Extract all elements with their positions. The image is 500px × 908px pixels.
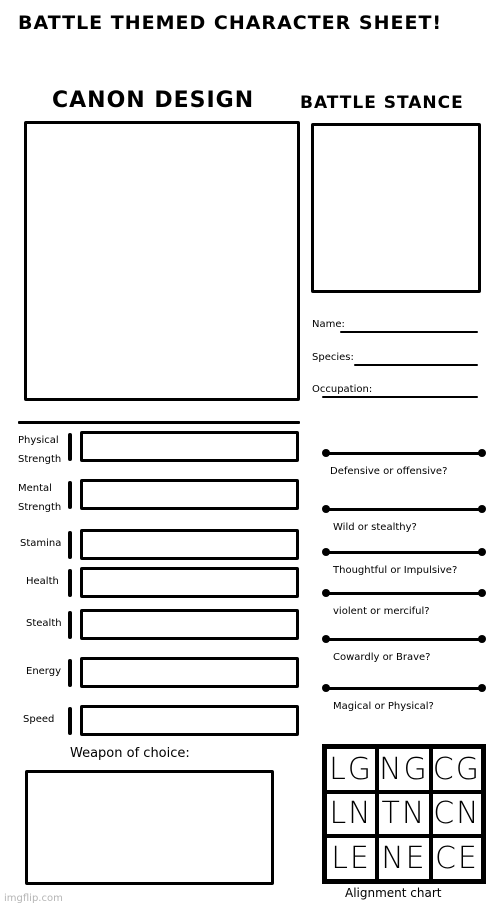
trait-slider-5[interactable] bbox=[326, 687, 482, 690]
stat-bar-1[interactable] bbox=[80, 479, 299, 510]
trait-label-4: Cowardly or Brave? bbox=[333, 652, 431, 663]
alignment-cell-ce[interactable]: CE bbox=[431, 836, 483, 881]
trait-slider-1[interactable] bbox=[326, 508, 482, 511]
name-label: Name: bbox=[312, 319, 345, 330]
trait-slider-right-end-4[interactable] bbox=[478, 635, 486, 643]
trait-slider-left-end-3[interactable] bbox=[322, 589, 330, 597]
stat-label-1: Mental Strength bbox=[18, 483, 62, 513]
trait-slider-left-end-2[interactable] bbox=[322, 548, 330, 556]
trait-slider-3[interactable] bbox=[326, 592, 482, 595]
trait-slider-4[interactable] bbox=[326, 638, 482, 641]
alignment-chart bbox=[322, 744, 486, 884]
alignment-cell-ln[interactable]: LN bbox=[325, 792, 377, 837]
stat-label-4: Stealth bbox=[26, 618, 62, 629]
stat-tick-2 bbox=[68, 531, 72, 559]
alignment-cell-tn[interactable]: TN bbox=[377, 792, 431, 837]
stat-label-3: Health bbox=[26, 576, 59, 587]
trait-label-2: Thoughtful or Impulsive? bbox=[333, 565, 458, 576]
alignment-cell-ne[interactable]: NE bbox=[377, 836, 431, 881]
trait-slider-right-end-5[interactable] bbox=[478, 684, 486, 692]
stat-bar-0[interactable] bbox=[80, 431, 299, 462]
trait-slider-right-end-2[interactable] bbox=[478, 548, 486, 556]
trait-label-3: violent or merciful? bbox=[333, 606, 430, 617]
alignment-caption: Alignment chart bbox=[345, 886, 442, 900]
trait-label-0: Defensive or offensive? bbox=[330, 466, 448, 477]
trait-slider-left-end-1[interactable] bbox=[322, 505, 330, 513]
stat-label-0: Physical Strength bbox=[18, 435, 62, 465]
occupation-field-line[interactable] bbox=[322, 396, 478, 398]
alignment-cell-lg[interactable]: LG bbox=[325, 747, 377, 792]
canon-design-heading: CANON DESIGN bbox=[52, 88, 255, 113]
stat-tick-4 bbox=[68, 611, 72, 639]
trait-slider-right-end-1[interactable] bbox=[478, 505, 486, 513]
species-field-line[interactable] bbox=[354, 364, 478, 366]
species-label: Species: bbox=[312, 352, 354, 363]
battle-stance-heading: BATTLE STANCE bbox=[300, 93, 464, 113]
stat-tick-6 bbox=[68, 707, 72, 735]
stat-tick-5 bbox=[68, 659, 72, 687]
stat-tick-3 bbox=[68, 569, 72, 597]
trait-slider-right-end-0[interactable] bbox=[478, 449, 486, 457]
stat-label-6: Speed bbox=[23, 714, 55, 725]
trait-slider-left-end-5[interactable] bbox=[322, 684, 330, 692]
name-field-line[interactable] bbox=[340, 331, 478, 333]
alignment-cell-ng[interactable]: NG bbox=[377, 747, 431, 792]
occupation-label: Occupation: bbox=[312, 384, 373, 395]
battle-stance-box[interactable] bbox=[311, 123, 481, 293]
stat-bar-2[interactable] bbox=[80, 529, 299, 560]
trait-slider-right-end-3[interactable] bbox=[478, 589, 486, 597]
stat-bar-5[interactable] bbox=[80, 657, 299, 688]
trait-slider-2[interactable] bbox=[326, 551, 482, 554]
watermark: imgflip.com bbox=[4, 893, 63, 904]
trait-label-5: Magical or Physical? bbox=[333, 701, 434, 712]
section-divider bbox=[18, 421, 300, 424]
alignment-cell-cn[interactable]: CN bbox=[431, 792, 483, 837]
alignment-cell-cg[interactable]: CG bbox=[431, 747, 483, 792]
stat-bar-3[interactable] bbox=[80, 567, 299, 598]
trait-label-1: Wild or stealthy? bbox=[333, 522, 417, 533]
weapon-label: Weapon of choice: bbox=[70, 746, 190, 761]
stat-tick-0 bbox=[68, 433, 72, 461]
page-title: BATTLE THEMED CHARACTER SHEET! bbox=[18, 12, 443, 34]
stat-bar-6[interactable] bbox=[80, 705, 299, 736]
stat-bar-4[interactable] bbox=[80, 609, 299, 640]
canon-design-box[interactable] bbox=[24, 121, 300, 401]
stat-tick-1 bbox=[68, 481, 72, 509]
stat-label-5: Energy bbox=[26, 666, 62, 677]
weapon-box[interactable] bbox=[25, 770, 274, 885]
trait-slider-left-end-4[interactable] bbox=[322, 635, 330, 643]
alignment-cell-le[interactable]: LE bbox=[325, 836, 377, 881]
trait-slider-0[interactable] bbox=[326, 452, 482, 455]
trait-slider-left-end-0[interactable] bbox=[322, 449, 330, 457]
stat-label-2: Stamina bbox=[20, 538, 62, 549]
